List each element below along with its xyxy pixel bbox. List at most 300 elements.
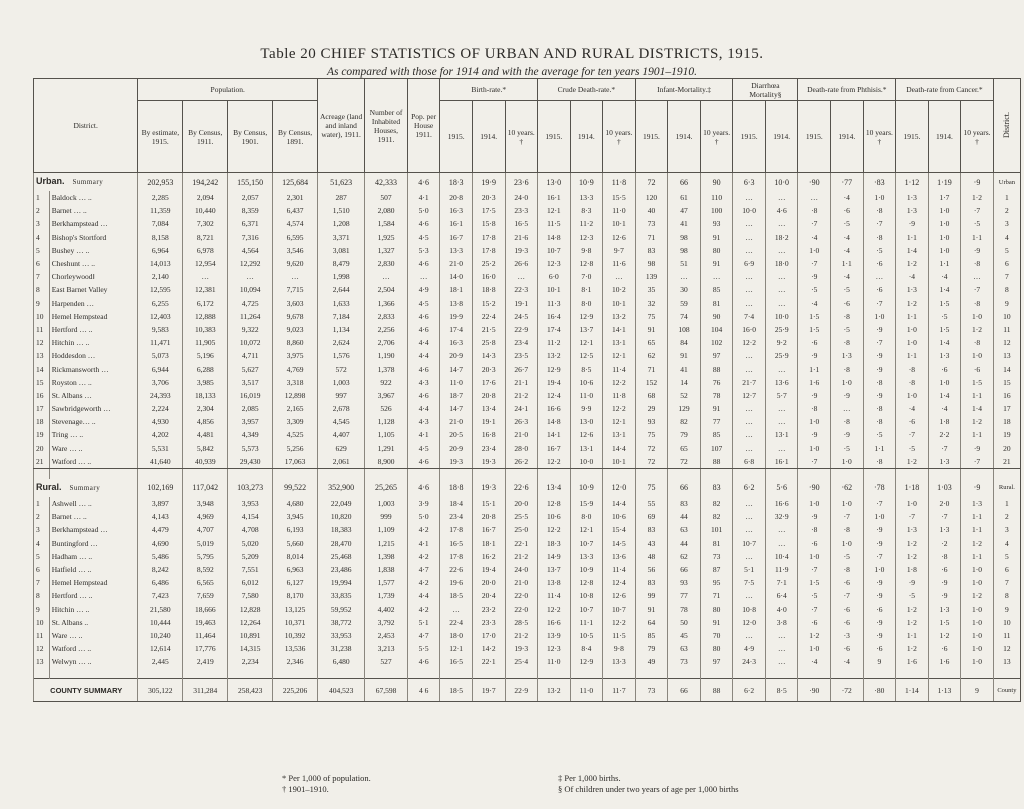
table-cell: 18·8 (472, 283, 505, 296)
table-cell: … (765, 442, 798, 455)
table-cell: 1·2 (961, 589, 994, 602)
table-cell: 6,288 (183, 362, 228, 375)
table-cell: 13·2 (538, 679, 571, 702)
table-cell: 16,019 (228, 389, 273, 402)
table-cell: ·8 (863, 415, 896, 428)
table-cell: 7·4 (733, 310, 766, 323)
table-cell: 14·5 (603, 537, 636, 550)
table-cell: 41,640 (138, 455, 183, 469)
table-cell: 10·8 (733, 602, 766, 615)
table-cell: ·6 (831, 602, 864, 615)
table-cell: 91 (668, 349, 701, 362)
table-cell: 10·1 (603, 217, 636, 230)
table-cell: 13·3 (440, 244, 473, 257)
table-cell: 80 (700, 642, 733, 655)
table-cell: 5,196 (183, 349, 228, 362)
table-cell: 1,291 (365, 442, 408, 455)
table-cell: 1,998 (318, 270, 365, 283)
rural-summary-row (34, 479, 1021, 497)
table-cell: 4,545 (318, 415, 365, 428)
table-cell: 13,125 (273, 602, 318, 615)
table-cell: 1·1 (863, 442, 896, 455)
table-cell: 97 (700, 655, 733, 668)
table-cell: ·8 (863, 376, 896, 389)
table-cell: 1·6 (928, 655, 961, 668)
table-row (34, 204, 1021, 217)
table-cell: 10·9 (570, 479, 603, 497)
diarrhoea-mortality-header: Diarrhœa Mortality§ (733, 79, 798, 101)
table-cell: 16·0 (472, 270, 505, 283)
table-cell: 23·6 (505, 173, 538, 192)
row-number: 5 (34, 550, 50, 563)
table-cell: 4,349 (228, 428, 273, 441)
table-cell: 1·2 (798, 629, 831, 642)
table-cell: 6,127 (273, 576, 318, 589)
table-cell: 1·03 (928, 479, 961, 497)
table-cell: 12·2 (603, 402, 636, 415)
table-cell: 13·1 (765, 428, 798, 441)
spacer-cell (472, 668, 505, 679)
ten-years-header: 10 years. † (505, 101, 538, 173)
census-1891-header: By Census, 1891. (273, 101, 318, 173)
table-cell: 5,019 (183, 537, 228, 550)
table-cell: 1·4 (896, 244, 929, 257)
spacer-cell (831, 668, 864, 679)
spacer-cell (273, 668, 318, 679)
table-cell: 79 (668, 428, 701, 441)
table-cell: 23·4 (440, 510, 473, 523)
table-cell: 110 (700, 191, 733, 204)
table-cell: 4·3 (407, 376, 440, 389)
table-cell: ·5 (928, 310, 961, 323)
table-cell: ·4 (896, 270, 929, 283)
table-cell: … (765, 402, 798, 415)
ten-years-header: 10 years. † (961, 101, 994, 173)
table-cell: ·7 (961, 283, 994, 296)
row-number: 16 (34, 389, 50, 402)
table-cell: 13·1 (603, 336, 636, 349)
table-row (34, 244, 1021, 257)
table-cell: 15·5 (603, 191, 636, 204)
district-name: Ashwell … .. (49, 497, 138, 510)
spacer-cell (798, 668, 831, 679)
table-cell: 21,580 (138, 602, 183, 615)
table-cell: 10,891 (228, 629, 273, 642)
table-cell: 5,486 (138, 550, 183, 563)
table-cell: 23·3 (505, 204, 538, 217)
table-cell: 9·2 (765, 336, 798, 349)
table-row (34, 655, 1021, 668)
table-cell: 1·5 (961, 376, 994, 389)
table-row (34, 336, 1021, 349)
table-row (34, 523, 1021, 536)
table-cell: 12·6 (603, 589, 636, 602)
table-cell: 13·4 (538, 479, 571, 497)
row-district-label: Urban (993, 173, 1020, 192)
year-1914-header: 1914. (570, 101, 603, 173)
table-cell: 13·8 (538, 576, 571, 589)
table-cell: 12,595 (138, 283, 183, 296)
table-cell: 19·3 (505, 244, 538, 257)
table-cell: 7,715 (273, 283, 318, 296)
table-cell: 102,169 (138, 479, 183, 497)
table-cell: 3,706 (138, 376, 183, 389)
district-name: Barnet … .. (49, 204, 138, 217)
table-row (34, 616, 1021, 629)
table-cell: 6,486 (138, 576, 183, 589)
table-cell: 2,624 (318, 336, 365, 349)
table-cell: 1,003 (318, 376, 365, 389)
table-cell: ·9 (961, 173, 994, 192)
table-cell: 74 (668, 310, 701, 323)
table-cell: 1·12 (896, 173, 929, 192)
table-cell: ·6 (831, 297, 864, 310)
table-cell: 1·2 (961, 323, 994, 336)
table-cell: 9,620 (273, 257, 318, 270)
table-cell: 1,398 (365, 550, 408, 563)
table-cell: 526 (365, 402, 408, 415)
table-cell: 71 (700, 589, 733, 602)
table-cell: 1·19 (928, 173, 961, 192)
table-row (34, 537, 1021, 550)
table-cell: 4·6 (407, 362, 440, 375)
table-cell: 5·1 (407, 616, 440, 629)
table-cell: ·6 (928, 362, 961, 375)
table-cell: 4 6 (407, 679, 440, 702)
table-cell: 14·4 (603, 442, 636, 455)
table-cell: ·7 (896, 510, 929, 523)
spacer-cell (668, 668, 701, 679)
table-row (34, 389, 1021, 402)
table-cell: ·6 (863, 642, 896, 655)
table-cell: 4·6 (407, 479, 440, 497)
row-number-right: 11 (993, 323, 1020, 336)
table-cell: 2,833 (365, 310, 408, 323)
year-1915-header: 1915. (733, 101, 766, 173)
table-cell: 1·0 (863, 563, 896, 576)
table-cell: 10,444 (138, 616, 183, 629)
table-cell: 1·3 (896, 283, 929, 296)
district-name: Berkhampstead … (49, 523, 138, 536)
table-cell: 19·4 (472, 563, 505, 576)
table-cell: 1,208 (318, 217, 365, 230)
table-cell: 6,012 (228, 576, 273, 589)
table-cell: ·9 (896, 217, 929, 230)
table-cell: 4,154 (228, 510, 273, 523)
district-name: Baldock … .. (49, 191, 138, 204)
table-cell: 8·4 (570, 642, 603, 655)
table-cell: … (733, 402, 766, 415)
table-cell: 49 (635, 655, 668, 668)
table-cell: … (765, 655, 798, 668)
table-cell: 4·2 (407, 576, 440, 589)
table-cell: … (603, 270, 636, 283)
district-name: St. Albans .. (49, 616, 138, 629)
table-cell: 3,792 (365, 616, 408, 629)
table-cell: 11,264 (228, 310, 273, 323)
table-cell: 44 (668, 537, 701, 550)
table-cell: 6,964 (138, 244, 183, 257)
spacer-cell (896, 668, 929, 679)
table-cell: 1·1 (896, 629, 929, 642)
table-cell: ·4 (831, 231, 864, 244)
spacer-cell (318, 668, 365, 679)
table-cell: 25,265 (365, 479, 408, 497)
table-cell: 1·0 (798, 642, 831, 655)
table-cell: 311,284 (183, 679, 228, 702)
table-cell: ·4 (831, 191, 864, 204)
table-cell: 13·0 (570, 415, 603, 428)
spacer-cell (603, 468, 636, 479)
table-cell: 10,072 (228, 336, 273, 349)
table-cell: 12·1 (570, 523, 603, 536)
summary-label-main: Urban. (36, 176, 65, 186)
table-cell: … (765, 629, 798, 642)
table-cell: 43 (635, 537, 668, 550)
ten-years-header: 10 years. † (863, 101, 896, 173)
table-cell: 19·3 (472, 479, 505, 497)
table-cell: 11,359 (138, 204, 183, 217)
table-cell: 12·3 (538, 642, 571, 655)
table-cell: 1·4 (928, 336, 961, 349)
table-cell: … (733, 244, 766, 257)
table-cell: 1·8 (928, 415, 961, 428)
table-cell: 10·6 (603, 510, 636, 523)
spacer-cell (365, 668, 408, 679)
row-number: 13 (34, 349, 50, 362)
page-subtitle: As compared with those for 1914 and with the average for ten years 1901–1910. (326, 66, 698, 78)
row-number-right: 4 (993, 231, 1020, 244)
table-cell: ·6 (928, 563, 961, 576)
table-cell: ·9 (961, 244, 994, 257)
birth-rate-header: Birth-rate.* (440, 79, 538, 101)
spacer-row (34, 668, 1021, 679)
table-cell: 18·3 (538, 537, 571, 550)
year-1914-header: 1914. (668, 101, 701, 173)
row-number-right: 3 (993, 523, 1020, 536)
row-number: 17 (34, 402, 50, 415)
table-cell: 10,392 (273, 629, 318, 642)
table-cell: 40,939 (183, 455, 228, 469)
table-cell: ·9 (961, 442, 994, 455)
footnote-births: ‡ Per 1,000 births. (558, 773, 621, 783)
table-cell: 5,073 (138, 349, 183, 362)
table-cell: 4·6 (407, 389, 440, 402)
table-cell: 11·4 (603, 362, 636, 375)
table-cell: ·8 (863, 204, 896, 217)
table-cell: 16·3 (440, 204, 473, 217)
table-cell: 33,835 (318, 589, 365, 602)
table-cell: 55 (635, 497, 668, 510)
table-cell: ·6 (896, 415, 929, 428)
year-1915-header: 1915. (538, 101, 571, 173)
table-cell: ·5 (896, 589, 929, 602)
table-row (34, 323, 1021, 336)
table-cell: 12·2 (733, 336, 766, 349)
table-cell: 88 (700, 679, 733, 702)
table-cell: 17·8 (472, 231, 505, 244)
table-cell: 129 (668, 402, 701, 415)
district-name: Hertford … .. (49, 323, 138, 336)
spacer-cell (993, 668, 1020, 679)
table-cell: 80 (700, 602, 733, 615)
table-cell: 1·4 (961, 402, 994, 415)
table-cell: 4,856 (183, 415, 228, 428)
table-cell: … (505, 270, 538, 283)
row-number: 11 (34, 323, 50, 336)
table-cell: 62 (635, 349, 668, 362)
table-cell: … (733, 550, 766, 563)
table-cell: 10·0 (765, 173, 798, 192)
table-cell: 23·4 (472, 442, 505, 455)
table-cell: 12·6 (570, 428, 603, 441)
table-cell: 63 (668, 523, 701, 536)
table-cell: 21·2 (505, 389, 538, 402)
table-cell: 1·1 (896, 231, 929, 244)
table-cell: ·4 (831, 655, 864, 668)
row-number-right: 14 (993, 362, 1020, 375)
table-cell: 17·8 (440, 550, 473, 563)
table-cell: 26·2 (505, 455, 538, 469)
table-cell: … (831, 402, 864, 415)
table-cell: 20·3 (472, 362, 505, 375)
table-cell: 14·8 (538, 415, 571, 428)
table-cell: 8,014 (273, 550, 318, 563)
district-name: Hadham … .. (49, 550, 138, 563)
table-cell: 3,309 (273, 415, 318, 428)
table-cell: 3,967 (365, 389, 408, 402)
table-cell: 73 (700, 550, 733, 563)
table-cell: 12,264 (228, 616, 273, 629)
table-row (34, 455, 1021, 469)
ten-years-header: 10 years. † (700, 101, 733, 173)
row-number: 5 (34, 244, 50, 257)
table-cell: 4,481 (183, 428, 228, 441)
row-number-right: 2 (993, 510, 1020, 523)
table-cell: ·5 (896, 442, 929, 455)
row-number: 1 (34, 191, 50, 204)
table-cell: 25·5 (505, 510, 538, 523)
table-cell: 1·0 (896, 497, 929, 510)
table-cell: 12·0 (733, 616, 766, 629)
table-cell: … (765, 217, 798, 230)
table-cell: 12,888 (183, 310, 228, 323)
table-cell: 32 (635, 297, 668, 310)
table-cell: ·8 (798, 523, 831, 536)
table-cell: 2,256 (365, 323, 408, 336)
table-cell: ·5 (831, 550, 864, 563)
table-cell: 1·1 (961, 389, 994, 402)
table-cell: ·8 (863, 402, 896, 415)
spacer-cell (183, 668, 228, 679)
table-cell: 91 (700, 257, 733, 270)
row-number-right: 9 (993, 602, 1020, 615)
table-cell: 1·2 (896, 602, 929, 615)
table-cell: 10,440 (183, 204, 228, 217)
table-cell: 12·3 (538, 257, 571, 270)
row-number-right: 19 (993, 428, 1020, 441)
table-cell: 2,285 (138, 191, 183, 204)
table-cell: 22·6 (440, 563, 473, 576)
spacer-cell (733, 468, 766, 479)
table-row (34, 310, 1021, 323)
table-cell: ·9 (798, 349, 831, 362)
table-cell: 7,084 (138, 217, 183, 230)
table-cell: … (183, 270, 228, 283)
summary-label-main: Rural. (36, 481, 62, 492)
table-cell: 1·0 (961, 655, 994, 668)
table-cell: 1·8 (896, 563, 929, 576)
row-number-right: 21 (993, 455, 1020, 469)
table-cell: 22·9 (505, 323, 538, 336)
table-cell: 2·0 (928, 497, 961, 510)
table-cell: 17·4 (538, 323, 571, 336)
table-cell: 59,952 (318, 602, 365, 615)
table-cell: 19·9 (440, 310, 473, 323)
table-cell: 1,577 (365, 576, 408, 589)
table-cell: 4·5 (407, 297, 440, 310)
table-cell: 11·0 (570, 679, 603, 702)
table-cell: … (765, 283, 798, 296)
table-cell: 91 (700, 402, 733, 415)
table-cell: 225,206 (273, 679, 318, 702)
crude-death-rate-header: Crude Death-rate.* (538, 79, 636, 101)
table-cell: 8·5 (765, 679, 798, 702)
table-cell: … (733, 415, 766, 428)
row-number-right: 8 (993, 589, 1020, 602)
table-cell: 2,165 (273, 402, 318, 415)
table-cell: 1·5 (798, 323, 831, 336)
table-cell: 5,020 (228, 537, 273, 550)
table-cell: 66 (668, 479, 701, 497)
row-number: 21 (34, 455, 50, 469)
table-cell: 3,948 (183, 497, 228, 510)
spacer-cell (440, 668, 473, 679)
table-cell: 4,479 (138, 523, 183, 536)
table-cell: 13,536 (273, 642, 318, 655)
row-number-right: 17 (993, 402, 1020, 415)
table-cell: 1,128 (365, 415, 408, 428)
row-number: 7 (34, 270, 50, 283)
table-cell: 90 (700, 173, 733, 192)
table-cell: 81 (700, 297, 733, 310)
table-cell: ·7 (961, 455, 994, 469)
table-cell: … (798, 191, 831, 204)
row-number-right: 6 (993, 563, 1020, 576)
table-cell: 5,573 (228, 442, 273, 455)
table-cell: 21·2 (505, 629, 538, 642)
table-cell: 5·3 (407, 244, 440, 257)
table-cell: 2,304 (183, 402, 228, 415)
table-cell: 8·0 (570, 297, 603, 310)
county-summary-row (34, 679, 1021, 702)
table-cell: 4·5 (407, 231, 440, 244)
table-cell: 8·5 (570, 362, 603, 375)
table-cell: 4·7 (407, 563, 440, 576)
table-row (34, 217, 1021, 230)
table-cell: 1·0 (831, 455, 864, 469)
row-number: 11 (34, 629, 50, 642)
table-row (34, 362, 1021, 375)
footnote-years: † 1901–1910. (282, 784, 329, 794)
table-cell: 73 (668, 655, 701, 668)
table-cell: 8,721 (183, 231, 228, 244)
table-cell: 83 (635, 523, 668, 536)
table-cell: ·4 (831, 270, 864, 283)
table-cell: 1·3 (831, 349, 864, 362)
table-cell: 4,690 (138, 537, 183, 550)
table-cell: 4,711 (228, 349, 273, 362)
